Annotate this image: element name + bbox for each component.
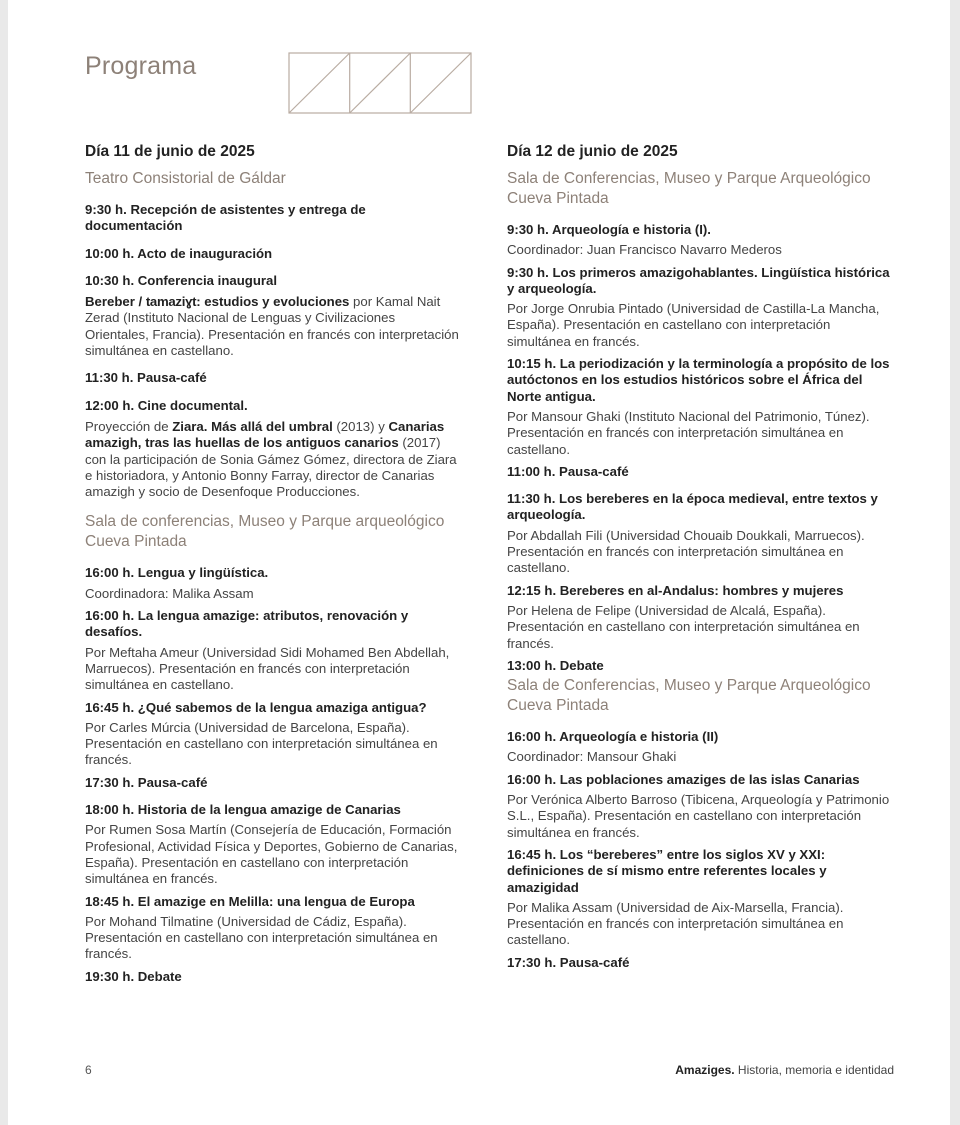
item-description [85, 294, 461, 359]
schedule-item [85, 608, 461, 693]
publication-subtitle: Historia, memoria e identidad [734, 1063, 894, 1077]
item-description: Por Carles Múrcia (Universidad de Barcelona, España). Presentación en castellano con interpretación simultánea en francés. [85, 719, 438, 768]
text-run: (2017) con la participación de Sonia Gámez Gómez, directora de Ziara e historiadora, y Antonio Bonny Farray, director de Canarias amazigh y socio de Desenfoque Producciones. [85, 435, 457, 500]
schedule-item [85, 398, 461, 501]
item-heading: 12:00 h. Cine documental. [85, 397, 248, 413]
item-description [85, 419, 461, 500]
item-heading: 10:15 h. La periodización y la terminología a propósito de los autóctonos en los estudios históricos sobre el África del Norte antigua. [507, 356, 890, 404]
item-heading: 10:00 h. Acto de inauguración [85, 245, 273, 261]
schedule-item [85, 202, 461, 235]
day2-date: Día 12 de junio de 2025 [507, 143, 678, 160]
lecture-title-part: Bereber / [85, 294, 146, 310]
item-description: Por Rumen Sosa Martín (Consejería de Educación, Formación Profesional, Actividad Física y Deportes, Gobierno de Canarias, España). Presentación en castellano con interpretación simultánea en francés. [85, 822, 458, 887]
item-description: Por Mansour Ghaki (Instituto Nacional del Patrimonio, Túnez). Presentación en francés con interpretación simultánea en castellano. [507, 408, 870, 457]
item-description: Por Abdallah Fili (Universidad Chouaib Doukkali, Marruecos). Presentación en francés con interpretación simultánea en castellano. [507, 527, 865, 576]
item-heading: 16:00 h. Arqueología e historia (II) [507, 729, 719, 745]
item-heading: 9:30 h. Los primeros amazigohablantes. Lingüística histórica y arqueología. [507, 264, 890, 296]
schedule-item [507, 356, 895, 458]
day1-date: Día 11 de junio de 2025 [85, 143, 255, 160]
item-heading: 17:30 h. Pausa-café [507, 954, 630, 970]
item-heading: 13:00 h. Debate [507, 657, 604, 673]
page-title: Programa [85, 52, 197, 80]
schedule-item [507, 772, 895, 841]
item-heading: 18:45 h. El amazige en Melilla: una lengua de Europa [85, 893, 415, 909]
schedule-item [85, 370, 461, 386]
schedule-item [507, 491, 895, 576]
schedule-item [507, 847, 895, 949]
schedule-item [85, 565, 461, 602]
lecture-details: por Kamal Nait Zerad (Instituto Nacional de Lenguas y Civilizaciones Orientales, Francia). Presentación en francés con interpretación simultánea en castellano. [85, 294, 459, 359]
day2-venue-afternoon: Sala de Conferencias, Museo y Parque Arqueológico Cueva Pintada [507, 677, 871, 715]
publication-title: Amaziges. [675, 1063, 735, 1077]
schedule-item [85, 969, 461, 985]
day2-venue-morning: Sala de Conferencias, Museo y Parque Arqueológico Cueva Pintada [507, 170, 871, 207]
item-description: Coordinador: Mansour Ghaki [507, 749, 677, 765]
item-heading: 11:00 h. Pausa-café [507, 463, 629, 479]
item-heading: 12:15 h. Bereberes en al-Andalus: hombres y mujeres [507, 582, 844, 598]
item-heading: 16:45 h. Los “bereberes” entre los siglos XV y XXI: definiciones de sí mismo entre referentes locales y amazigidad [507, 846, 827, 895]
day1-venue-theatre: Teatro Consistorial de Gáldar [85, 170, 286, 187]
schedule-item [85, 894, 461, 963]
film-title: Ziara. Más allá del umbral [172, 418, 333, 434]
schedule-item [85, 802, 461, 887]
item-description: Por Jorge Onrubia Pintado (Universidad de Castilla-La Mancha, España). Presentación en castellano con interpretación simultánea en francés. [507, 301, 880, 349]
running-footer [675, 1063, 894, 1077]
schedule-item [507, 265, 895, 350]
item-heading: 17:30 h. Pausa-café [85, 774, 208, 790]
item-description: Por Meftaha Ameur (Universidad Sidi Mohamed Ben Abdellah, Marruecos). Presentación en francés con interpretación simultánea en castellano. [85, 644, 450, 693]
schedule-item [507, 658, 895, 674]
schedule-item [507, 955, 895, 971]
item-heading: 19:30 h. Debate [85, 968, 182, 984]
item-description: Por Helena de Felipe (Universidad de Alcalá, España). Presentación en castellano con interpretación simultánea en francés. [507, 602, 860, 651]
item-description: Por Mohand Tilmatine (Universidad de Cádiz, España). Presentación en castellano con interpretación simultánea en francés. [85, 913, 438, 962]
film-title: Canarias amazigh, tras las huellas de los antiguos canarios [85, 418, 445, 451]
schedule-item [85, 700, 461, 769]
item-heading: 16:00 h. La lengua amazige: atributos, renovación y desafíos. [85, 608, 409, 640]
lecture-title-part: : estudios y evoluciones [196, 294, 350, 310]
text-run: (2013) y [332, 418, 389, 434]
day2-column [507, 142, 895, 982]
item-description: Coordinadora: Malika Assam [85, 585, 254, 601]
item-heading: 16:00 h. Lengua y lingüística. [85, 565, 269, 581]
item-heading: 9:30 h. Recepción de asistentes y entrega de documentación [85, 202, 366, 234]
schedule-item [85, 273, 461, 359]
item-heading: 9:30 h. Arqueología e historia (I). [507, 222, 711, 237]
lecture-title-term: tamaziɣt [145, 294, 197, 310]
decorative-triangles-graphic [288, 52, 472, 114]
schedule-item [507, 583, 895, 652]
item-heading: 18:00 h. Historia de la lengua amazige de Canarias [85, 802, 401, 818]
schedule-item [507, 464, 895, 480]
schedule-item [507, 729, 895, 766]
item-description: Coordinador: Juan Francisco Navarro Mederos [507, 242, 782, 258]
item-heading: 11:30 h. Los bereberes en la época medieval, entre textos y arqueología. [507, 491, 878, 523]
text-run: Proyección de [85, 418, 173, 434]
item-description: Por Malika Assam (Universidad de Aix-Marsella, Francia). Presentación en francés con interpretación simultánea en castellano. [507, 899, 844, 948]
item-description: Por Verónica Alberto Barroso (Tibicena, Arqueología y Patrimonio S.L., España). Presentación en castellano con interpretación simultánea en francés. [507, 792, 890, 840]
item-heading: 11:30 h. Pausa-café [85, 370, 207, 386]
item-heading: 10:30 h. Conferencia inaugural [85, 272, 278, 288]
item-heading: 16:45 h. ¿Qué sabemos de la lengua amaziga antigua? [85, 699, 427, 715]
document-page [8, 0, 950, 1125]
schedule-item [85, 246, 461, 262]
day1-column [85, 142, 461, 996]
schedule-item [85, 775, 461, 791]
item-heading: 16:00 h. Las poblaciones amaziges de las islas Canarias [507, 771, 860, 787]
page-number: 6 [85, 1063, 92, 1077]
day1-venue-museum: Sala de conferencias, Museo y Parque arqueológico Cueva Pintada [85, 513, 445, 551]
schedule-item [507, 222, 895, 259]
